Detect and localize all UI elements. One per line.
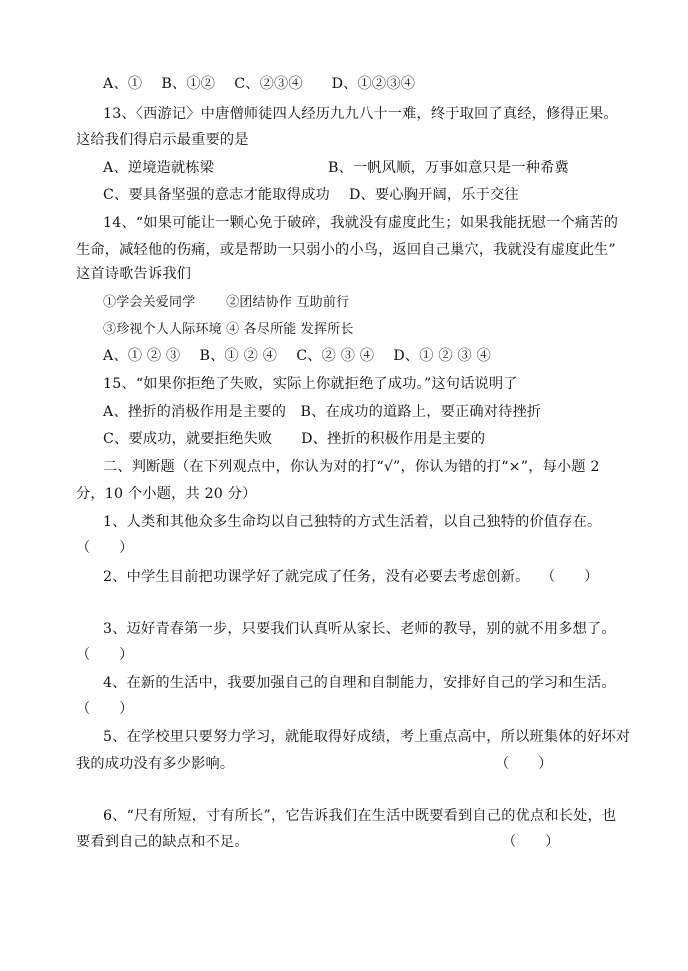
q14-stem: 14、“如果可能让一颗心免于破碎，我就没有虚度此生；如果我能抚慰一个痛苦的 xyxy=(103,215,619,231)
q15-stem: 15、“如果你拒绝了失败，实际上你就拒绝了成功。”这句话说明了 xyxy=(103,376,518,392)
judge-3-answer-blank: （ ） xyxy=(76,647,134,663)
judge-2-answer-blank: （ ） xyxy=(541,569,599,585)
judge-1-text: 1、人类和其他众多生命均以自己独特的方式生活着，以自己独特的价值存在。 xyxy=(103,514,602,530)
q15-options-cd: C、要成功，就要拒绝失败 D、挫折的积极作用是主要的 xyxy=(103,431,486,447)
judge-2-text: 2、中学生目前把功课学好了就完成了任务，没有必要去考虑创新。 xyxy=(103,569,530,585)
q15-options-ab: A、挫折的消极作用是主要的 B、在成功的道路上，要正确对待挫折 xyxy=(103,404,542,420)
judge-3-text: 3、迈好青春第一步，只要我们认真听从家长、老师的教导，别的就不用多想了。 xyxy=(103,621,616,637)
q13-options-cd: C、要具备坚强的意志才能取得成功 D、要心胸开阔，乐于交往 xyxy=(103,187,519,203)
judge-5-text: 5、在学校里只要努力学习，就能取得好成绩，考上重点高中，所以班集体的好坏对 xyxy=(103,729,631,745)
section-2-heading: 二、判断题（在下列观点中，你认为对的打“√”，你认为错的打“×”，每小题 2 xyxy=(103,459,600,475)
section-2-heading-cont: 分，10 个小题，共 20 分） xyxy=(76,486,257,502)
q14-stem-cont: 生命，减轻他的伤痛，或是帮助一只弱小的小鸟，返回自己巢穴，我就没有虚度此生” xyxy=(76,242,616,258)
judge-5-answer-blank: （ ） xyxy=(495,756,553,772)
q12-options: A、① B、①② C、②③④ D、①②③④ xyxy=(103,76,416,92)
q14-choice-line-1: ①学会关爱同学 ②团结协作 互助前行 xyxy=(103,295,350,310)
q13-option-b: B、一帆风顺，万事如意只是一种希冀 xyxy=(328,160,569,176)
q14-choice-line-2: ③珍视个人人际环境 ④ 各尽所能 发挥所长 xyxy=(103,322,354,337)
q13-option-a: A、逆境造就栋梁 xyxy=(103,160,215,176)
q13-stem-cont: 这给我们得启示最重要的是 xyxy=(76,132,249,148)
judge-6-text-cont: 要看到自己的缺点和不足。 xyxy=(76,834,249,850)
q14-options: A、① ② ③ B、① ② ④ C、② ③ ④ D、① ② ③ ④ xyxy=(103,348,491,364)
judge-6-answer-blank: （ ） xyxy=(502,834,560,850)
q13-stem: 13、〈西游记〉中唐僧师徒四人经历九九八十一难，终于取回了真经，修得正果。 xyxy=(103,106,618,122)
judge-5-text-cont: 我的成功没有多少影响。 xyxy=(76,756,235,772)
q14-stem-end: 这首诗歌告诉我们 xyxy=(76,266,192,282)
judge-6-text: 6、“尺有所短，寸有所长”，它告诉我们在生活中既要看到自己的优点和长处，也 xyxy=(103,808,617,824)
judge-4-answer-blank: （ ） xyxy=(76,701,134,717)
judge-4-text: 4、在新的生活中，我要加强自己的自理和自制能力，安排好自己的学习和生活。 xyxy=(103,675,616,691)
judge-1-answer-blank: （ ） xyxy=(76,540,134,556)
